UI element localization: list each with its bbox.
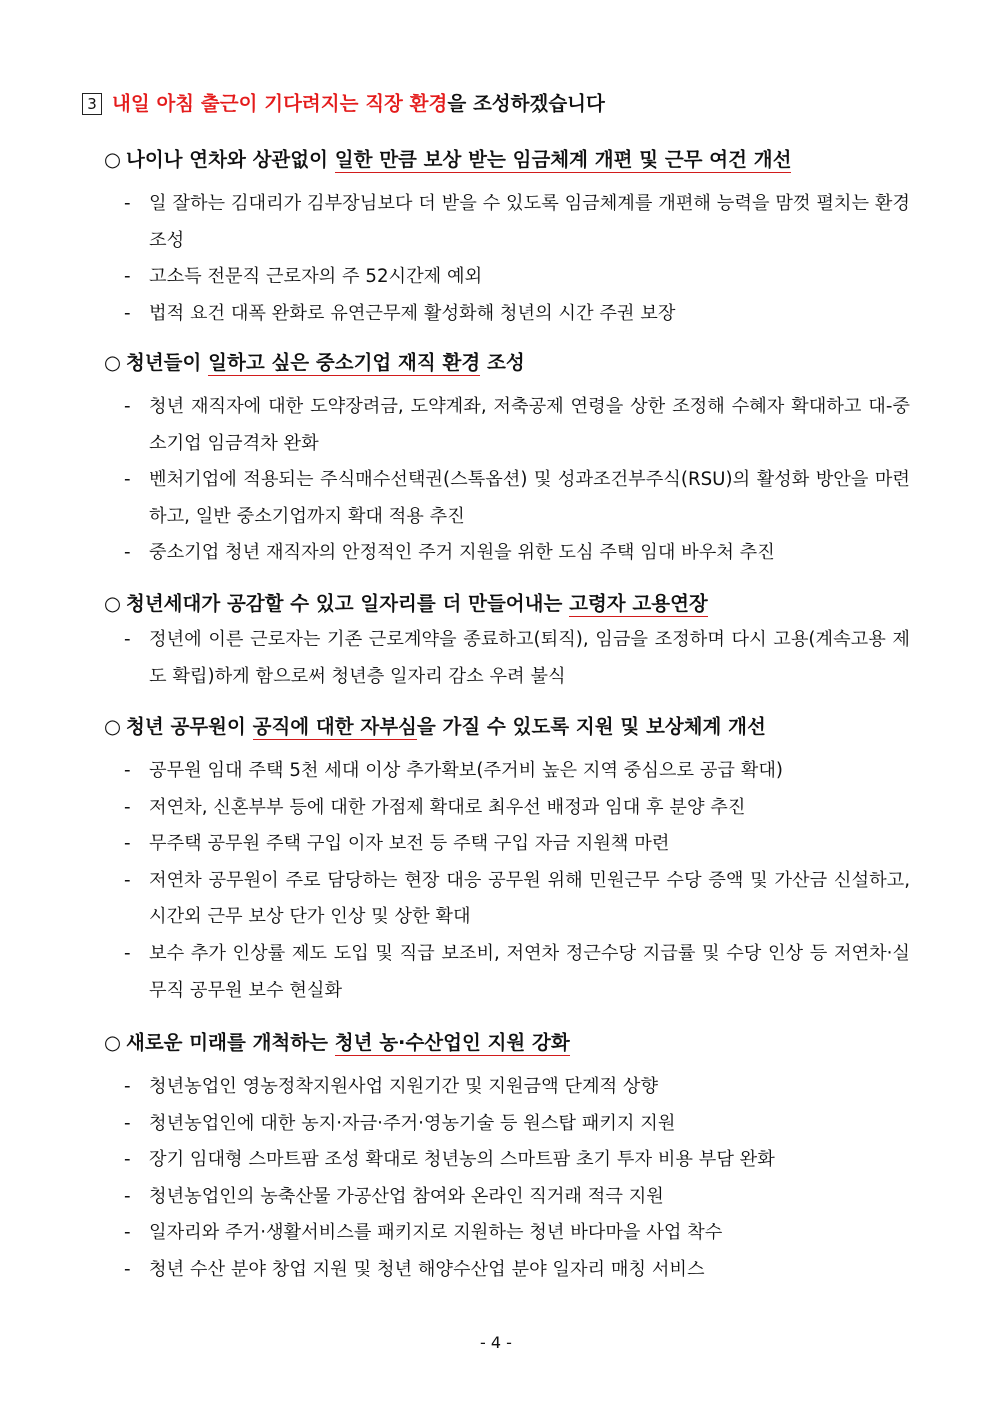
circle-bullet-icon: ○ (104, 715, 122, 738)
circle-bullet-icon: ○ (104, 592, 122, 615)
circle-bullet-icon: ○ (104, 148, 122, 171)
list-item: - 저연차, 신혼부부 등에 대한 가점제 확대로 최우선 배정과 임대 후 분양 추진 (124, 796, 746, 818)
heading-title-rest: 을 조성하겠습니다 (447, 92, 605, 115)
list-item: - 저연차 공무원이 주로 담당하는 현장 대응 공무원 위해 민원근무 수당 증액 및 가산금 신설하고, 시간외 근무 보상 단가 인상 및 상한 확대 (124, 869, 910, 928)
list-item: - 청년 수산 분야 창업 지원 및 청년 해양수산업 분야 일자리 매칭 서비스 (124, 1258, 705, 1280)
list-item: - 일자리와 주거·생활서비스를 패키지로 지원하는 청년 바다마을 사업 착수 (124, 1222, 723, 1244)
page-number: - 4 - (480, 1333, 512, 1352)
circle-bullet-icon: ○ (104, 1031, 122, 1054)
heading-title-highlight: 내일 아침 출근이 기다려지는 직장 환경 (112, 92, 448, 115)
section-title: ○ 청년세대가 공감할 수 있고 일자리를 더 만들어내는 고령자 고용연장 (104, 592, 708, 615)
underlined-keyword: 일한 만큼 보상 받는 임금체계 개편 및 근무 여건 개선 (334, 148, 792, 171)
item-list (124, 753, 910, 1009)
list-item: - 법적 요건 대폭 완화로 유연근무제 활성화해 청년의 시간 주권 보장 (124, 302, 676, 324)
item-list (124, 389, 910, 572)
section-title: ○ 청년들이 일하고 싶은 중소기업 재직 환경 조성 (104, 351, 525, 374)
list-item: - 보수 추가 인상률 제도 도입 및 직급 보조비, 저연차 정근수당 지급률 및 수당 인상 등 저연차·실무직 공무원 보수 현실화 (124, 942, 910, 1001)
list-item: - 청년농업인 영농정착지원사업 지원기간 및 지원금액 단계적 상향 (124, 1076, 659, 1097)
section-title: ○ 청년 공무원이 공직에 대한 자부심을 가질 수 있도록 지원 및 보상체계 개선 (104, 715, 766, 738)
circle-bullet-icon: ○ (104, 351, 122, 374)
section-title: ○ 새로운 미래를 개척하는 청년 농·수산업인 지원 강화 (104, 1031, 570, 1054)
list-item: - 무주택 공무원 주택 구입 이자 보전 등 주택 구입 자금 지원책 마련 (124, 833, 670, 855)
underlined-keyword: 청년 농·수산업인 지원 강화 (334, 1031, 570, 1054)
underlined-keyword: 일하고 싶은 중소기업 재직 환경 (208, 351, 481, 374)
list-item: - 일 잘하는 김대리가 김부장님보다 더 받을 수 있도록 임금체계를 개편해 능력을 맘껏 펼치는 환경 조성 (124, 193, 910, 251)
section-title: ○ 나이나 연차와 상관없이 일한 만큼 보상 받는 임금체계 개편 및 근무 여건 개선 (104, 148, 792, 171)
list-item: - 청년농업인에 대한 농지·자금·주거·영농기술 등 원스탑 패키지 지원 (124, 1112, 676, 1134)
section-heading (82, 88, 605, 116)
list-item: - 고소득 전문직 근로자의 주 52시간제 예외 (124, 266, 483, 288)
item-list (124, 622, 910, 695)
list-item: - 중소기업 청년 재직자의 안정적인 주거 지원을 위한 도심 주택 임대 바우처 추진 (124, 542, 775, 564)
list-item: - 벤처기업에 적용되는 주식매수선택권(스톡옵션) 및 성과조건부주식(RSU)의 활성화 방안을 마련하고, 일반 중소기업까지 확대 적용 추진 (124, 469, 910, 527)
item-list (124, 1069, 910, 1289)
underlined-keyword: 고령자 고용연장 (569, 592, 708, 615)
list-item: - 청년농업인의 농축산물 가공산업 참여와 온라인 직거래 적극 지원 (124, 1185, 664, 1207)
item-list (124, 186, 910, 332)
list-item: - 청년 재직자에 대한 도약장려금, 도약계좌, 저축공제 연령을 상한 조정해 수혜자 확대하고 대-중소기업 임금격차 완화 (124, 396, 910, 454)
heading-number-box: 3 (82, 93, 102, 115)
list-item: - 공무원 임대 주택 5천 세대 이상 추가확보(주거비 높은 지역 중심으로 공급 확대) (124, 760, 784, 781)
list-item: - 장기 임대형 스마트팜 조성 확대로 청년농의 스마트팜 초기 투자 비용 부담 완화 (124, 1149, 775, 1171)
list-item: - 정년에 이른 근로자는 기존 근로계약을 종료하고(퇴직), 임금을 조정하며 다시 고용(계속고용 제도 확립)하게 함으로써 청년층 일자리 감소 우려 불식 (124, 629, 910, 687)
underlined-keyword: 공직에 대한 자부심 (252, 715, 417, 738)
